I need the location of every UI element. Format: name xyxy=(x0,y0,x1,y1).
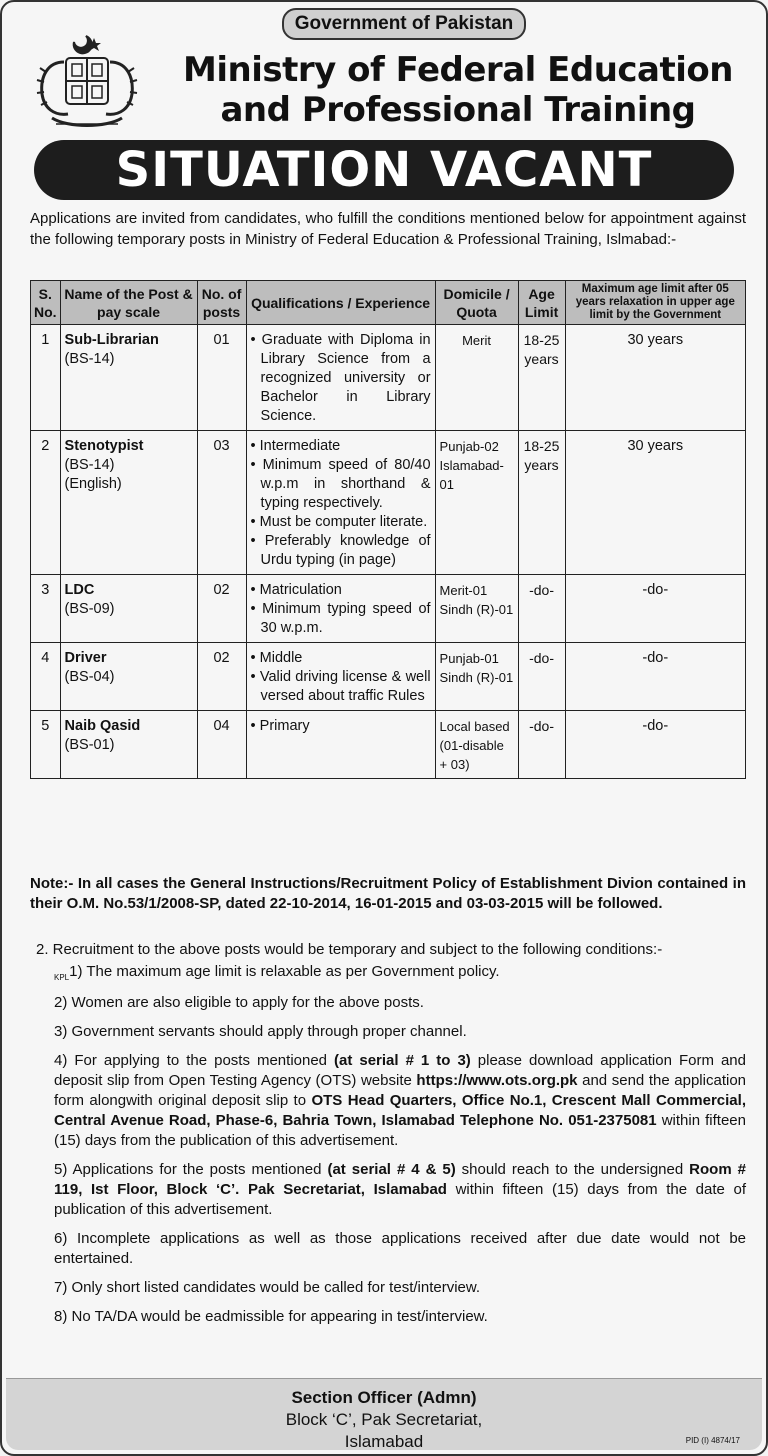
cell-sno: 3 xyxy=(31,575,61,643)
pid-number: PID (I) 4874/17 xyxy=(685,1436,740,1445)
officer-address-line2: Islamabad xyxy=(344,1432,424,1451)
cell-age: -do- xyxy=(518,575,565,643)
officer-title: Section Officer (Admn) xyxy=(291,1388,477,1407)
ministry-title-line2: and Professional Training xyxy=(220,90,696,130)
ots-website-link[interactable]: https://www.ots.org.pk xyxy=(416,1072,578,1089)
header-max-age: Maximum age limit after 05 years relaxation in upper age limit by the Government xyxy=(565,281,745,325)
cell-max-age: -do- xyxy=(565,711,745,779)
qualification-item: • Primary xyxy=(250,718,310,734)
header-age-limit: Age Limit xyxy=(518,281,565,325)
cell-post xyxy=(60,643,197,711)
pay-scale: (BS-14) xyxy=(64,351,115,367)
cell-posts: 03 xyxy=(197,431,246,575)
table-row xyxy=(31,431,746,575)
qualification-item: • Minimum typing speed of 30 w.p.m. xyxy=(250,601,431,636)
pay-scale: (BS-14) xyxy=(64,457,115,473)
header-sno: S. No. xyxy=(31,281,61,325)
cell-domicile: Punjab-01 Sindh (R)-01 xyxy=(435,643,518,711)
post-name: Sub-Librarian xyxy=(64,332,159,348)
cell-sno: 2 xyxy=(31,431,61,575)
table-row xyxy=(31,711,746,779)
cell-age: -do- xyxy=(518,643,565,711)
ministry-title-line1: Ministry of Federal Education xyxy=(183,50,733,90)
officer-address-line1: Block ‘C’, Pak Secretariat, xyxy=(285,1410,483,1429)
condition-1: $_{KPL}$1) The maximum age limit is relaxable as per Government policy. xyxy=(54,963,500,982)
cell-age: 18-25 years xyxy=(518,431,565,575)
cell-post xyxy=(60,711,197,779)
condition-6: 6) Incomplete applications as well as those applications received after due date would not be entertained. xyxy=(54,1230,746,1267)
condition-5: 5) Applications for the posts mentioned (at serial # 4 & 5) should reach to the undersigned Room # 119, Ist Floor, Block ‘C’. Pak Secretariat, Islamabad within fifteen (15) days from the date of publication of this advertisement. xyxy=(54,1161,746,1218)
header-qualifications: Qualifications / Experience xyxy=(246,281,435,325)
cell-posts: 02 xyxy=(197,575,246,643)
cell-posts: 02 xyxy=(197,643,246,711)
table-row xyxy=(31,325,746,431)
qualification-item: • Preferably knowledge of Urdu typing (in page) xyxy=(250,533,431,568)
intro-paragraph: Applications are invited from candidates, who fulfill the conditions mentioned below for appointment against the following temporary posts in Ministry of Federal Education & Professional Training, Islmabad:- xyxy=(30,210,746,248)
condition-8: 8) No TA/DA would be eadmissible for appearing in test/interview. xyxy=(54,1308,488,1325)
ots-address: OTS Head Quarters, Office No.1, Crescent Mall Commercial, Central Avenue Road, Phase-6, Bahria Town, Islamabad Telephone No. 051-2375081 xyxy=(54,1092,746,1129)
qualification-item: • Must be computer literate. xyxy=(250,514,428,530)
qualification-item: • Middle xyxy=(250,650,303,666)
cell-domicile: Merit xyxy=(435,325,518,431)
post-name: Naib Qasid xyxy=(64,718,141,734)
cell-qualifications xyxy=(246,431,435,575)
cell-sno: 4 xyxy=(31,643,61,711)
government-label: Government of Pakistan xyxy=(282,8,526,40)
cell-post xyxy=(60,575,197,643)
qualification-item: • Minimum speed of 80/40 w.p.m in shorthand & typing respectively. xyxy=(250,457,431,511)
cell-age: 18-25 years xyxy=(518,325,565,431)
cell-max-age: 30 years xyxy=(565,325,745,431)
pay-scale: (BS-09) xyxy=(64,601,115,617)
condition-2: 2) Women are also eligible to apply for the above posts. xyxy=(54,994,424,1011)
qualification-item: • Matriculation xyxy=(250,582,342,598)
ministry-title xyxy=(152,50,764,130)
post-name: Driver xyxy=(64,650,107,666)
cell-sno: 5 xyxy=(31,711,61,779)
cell-qualifications xyxy=(246,325,435,431)
cell-qualifications xyxy=(246,643,435,711)
table-header-row xyxy=(31,281,746,325)
cell-posts: 01 xyxy=(197,325,246,431)
conditions-list xyxy=(36,940,746,1336)
cell-age: -do- xyxy=(518,711,565,779)
header-post-name: Name of the Post & pay scale xyxy=(60,281,197,325)
policy-note: Note:- In all cases the General Instructions/Recruitment Policy of Establishment Divion contained in their O.M. No.53/1/2008-SP, dated 22-10-2014, 16-01-2015 and 03-03-2015 will be followed. xyxy=(30,875,746,912)
post-name: Stenotypist xyxy=(64,438,144,454)
table-row xyxy=(31,643,746,711)
pay-scale: (BS-04) xyxy=(64,669,115,685)
condition-7: 7) Only short listed candidates would be called for test/interview. xyxy=(54,1279,481,1296)
cell-post xyxy=(60,431,197,575)
situation-vacant-banner: SITUATION VACANT xyxy=(34,140,734,200)
table-row xyxy=(31,575,746,643)
post-name: LDC xyxy=(64,582,95,598)
cell-posts: 04 xyxy=(197,711,246,779)
cell-max-age: -do- xyxy=(565,643,745,711)
kpl-mark: KPL xyxy=(54,973,70,982)
cell-domicile: Punjab-02 Islamabad-01 xyxy=(435,431,518,575)
submission-address: Room # 119, Ist Floor, Block ‘C’. Pak Secretariat, Islamabad xyxy=(54,1161,746,1198)
cell-qualifications xyxy=(246,575,435,643)
signature-block xyxy=(6,1378,762,1450)
cell-sno: 1 xyxy=(31,325,61,431)
qualification-item: • Graduate with Diploma in Library Science from a recognized university or Bachelor in Library Science. xyxy=(250,332,431,424)
condition-4: 4) For applying to the posts mentioned (at serial # 1 to 3) please download application Form and deposit slip from Open Testing Agency (OTS) website https://www.ots.org.pk and send the application form alongwith original deposit slip to OTS Head Quarters, Office No.1, Crescent Mall Commercial, Central Avenue Road, Phase-6, Bahria Town, Islamabad Telephone No. 051-2375081 within fifteen (15) days from the publication of this advertisement. xyxy=(54,1052,747,1149)
header-no-of-posts: No. of posts xyxy=(197,281,246,325)
qualification-item: • Valid driving license & well versed about traffic Rules xyxy=(250,669,431,704)
cell-qualifications xyxy=(246,711,435,779)
cell-max-age: -do- xyxy=(565,575,745,643)
condition-3: 3) Government servants should apply through proper channel. xyxy=(54,1023,467,1040)
cell-domicile: Merit-01 Sindh (R)-01 xyxy=(435,575,518,643)
header-domicile: Domicile / Quota xyxy=(435,281,518,325)
cell-domicile: Local based (01-disable + 03) xyxy=(435,711,518,779)
vacancy-table xyxy=(30,280,746,779)
pay-scale-note: (English) xyxy=(64,476,122,492)
state-emblem-icon xyxy=(28,32,146,134)
pay-scale: (BS-01) xyxy=(64,737,115,753)
conditions-intro: 2. Recruitment to the above posts would be temporary and subject to the following conditions:- xyxy=(36,941,663,958)
qualification-item: • Intermediate xyxy=(250,438,341,454)
cell-max-age: 30 years xyxy=(565,431,745,575)
cell-post xyxy=(60,325,197,431)
